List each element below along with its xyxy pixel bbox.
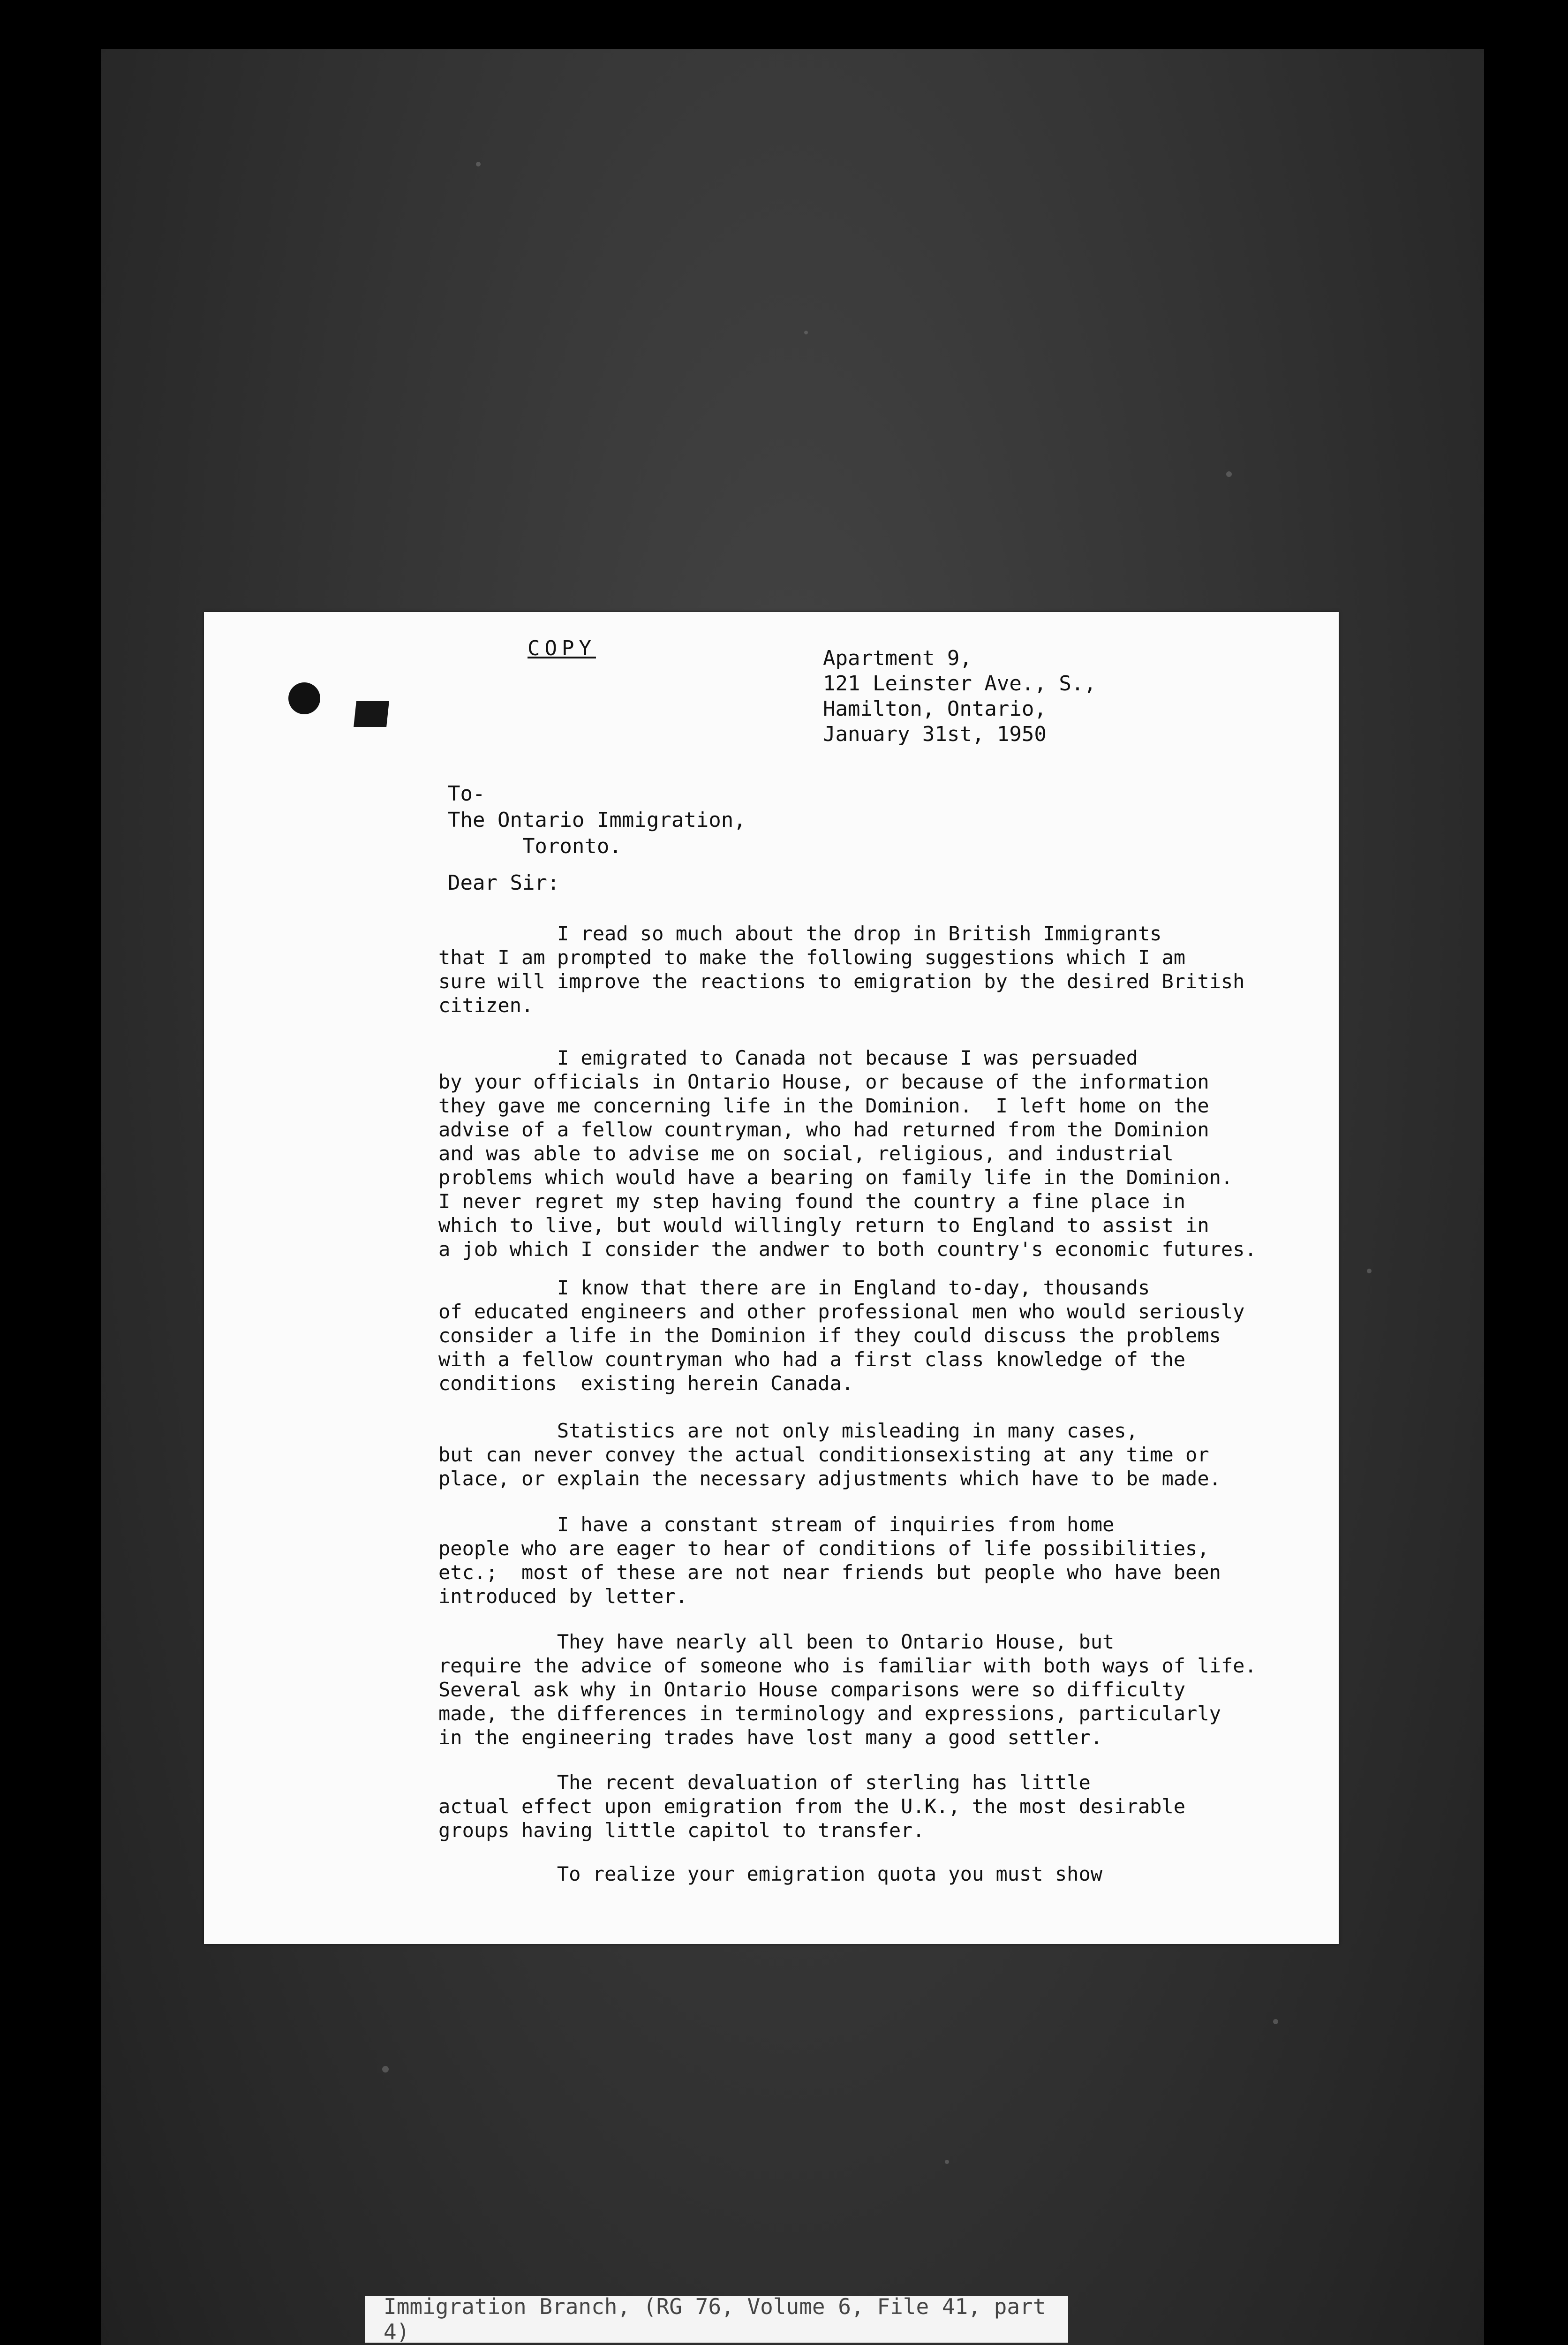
text-line: The recent devaluation of sterling has little	[438, 1771, 1091, 1794]
copy-heading: COPY	[528, 636, 596, 660]
text-line: which to live, but would willingly return to England to assist in	[438, 1214, 1209, 1237]
text-line: with a fellow countryman who had a first class knowledge of the	[438, 1348, 1186, 1371]
text-line: I emigrated to Canada not because I was persuaded	[438, 1046, 1138, 1069]
paragraph-8	[438, 1862, 1329, 1886]
text-line: people who are eager to hear of conditions of life possibilities,	[438, 1537, 1209, 1560]
paragraph-3	[438, 1276, 1329, 1395]
text-line: of educated engineers and other professional men who would seriously	[438, 1300, 1245, 1323]
recipient-line: The Ontario Immigration,	[448, 808, 746, 832]
date-line: January 31st, 1950	[823, 722, 1047, 746]
paper-clip-mark	[354, 701, 389, 727]
text-line: I read so much about the drop in British Immigrants	[438, 922, 1162, 945]
paragraph-4	[438, 1419, 1329, 1490]
text-line: introduced by letter.	[438, 1585, 688, 1608]
recipient-line: To-	[448, 782, 485, 806]
punch-hole	[288, 682, 320, 714]
text-line: I have a constant stream of inquiries from home	[438, 1513, 1115, 1536]
text-line: made, the differences in terminology and expressions, particularly	[438, 1702, 1221, 1725]
address-line: 121 Leinster Ave., S.,	[823, 672, 1096, 696]
text-line: To realize your emigration quota you must show	[438, 1862, 1103, 1885]
text-line: a job which I consider the andwer to both country's economic futures.	[438, 1238, 1257, 1261]
address-line: Hamilton, Ontario,	[823, 697, 1047, 721]
address-line: Apartment 9,	[823, 646, 972, 670]
text-line: advise of a fellow countryman, who had returned from the Dominion	[438, 1118, 1209, 1141]
text-line: citizen.	[438, 994, 534, 1017]
text-line: sure will improve the reactions to emigration by the desired British	[438, 970, 1245, 993]
text-line: they gave me concerning life in the Dominion. I left home on the	[438, 1094, 1209, 1117]
text-line: consider a life in the Dominion if they could discuss the problems	[438, 1324, 1221, 1347]
text-line: require the advice of someone who is familiar with both ways of life.	[438, 1654, 1257, 1677]
text-line: actual effect upon emigration from the U.K., the most desirable	[438, 1795, 1186, 1818]
paragraph-5	[438, 1513, 1329, 1608]
text-line: by your officials in Ontario House, or because of the information	[438, 1070, 1209, 1093]
sender-address	[823, 646, 1096, 747]
typewritten-letter	[204, 612, 1339, 1944]
paragraph-7	[438, 1770, 1329, 1842]
text-line: place, or explain the necessary adjustments which have to be made.	[438, 1467, 1221, 1490]
text-line: groups having little capitol to transfer.	[438, 1819, 925, 1842]
text-line: etc.; most of these are not near friends but people who have been	[438, 1561, 1221, 1584]
paragraph-6	[438, 1630, 1329, 1749]
text-line: They have nearly all been to Ontario House, but	[438, 1630, 1115, 1653]
text-line: Several ask why in Ontario House comparisons were so difficulty	[438, 1678, 1186, 1701]
text-line: I never regret my step having found the country a fine place in	[438, 1190, 1186, 1213]
text-line: I know that there are in England to-day, thousands	[438, 1276, 1150, 1299]
text-line: that I am prompted to make the following suggestions which I am	[438, 946, 1186, 969]
recipient-block	[448, 781, 746, 860]
paragraph-2	[438, 1046, 1329, 1261]
text-line: but can never convey the actual conditionsexisting at any time or	[438, 1443, 1209, 1466]
recipient-line: Toronto.	[448, 834, 622, 858]
text-line: and was able to advise me on social, religious, and industrial	[438, 1142, 1174, 1165]
text-line: in the engineering trades have lost many a good settler.	[438, 1726, 1103, 1749]
paragraph-1	[438, 922, 1329, 1017]
salutation: Dear Sir:	[448, 871, 560, 895]
archive-reference-label: Immigration Branch, (RG 76, Volume 6, File 41, part 4)	[365, 2296, 1068, 2343]
text-line: Statistics are not only misleading in many cases,	[438, 1419, 1138, 1442]
text-line: problems which would have a bearing on family life in the Dominion.	[438, 1166, 1233, 1189]
text-line: conditions existing herein Canada.	[438, 1372, 854, 1395]
